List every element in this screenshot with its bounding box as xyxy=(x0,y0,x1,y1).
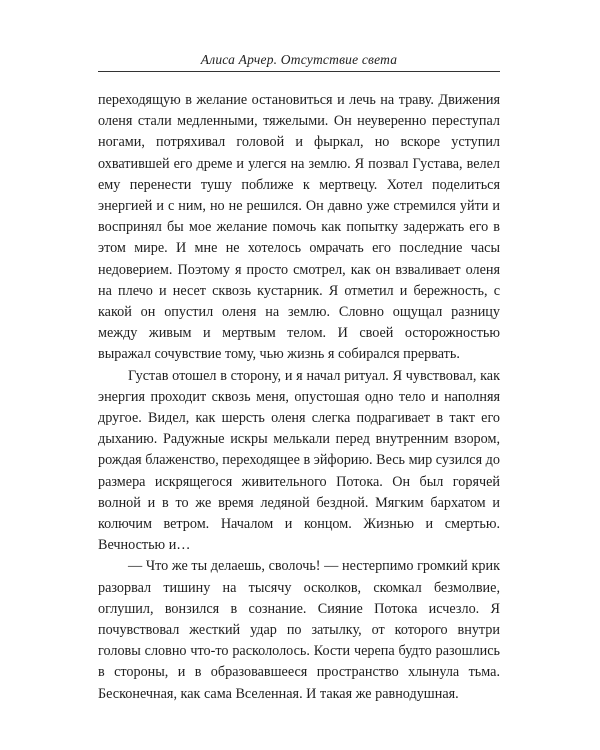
header-rule xyxy=(98,71,500,72)
paragraph-3: — Что же ты делаешь, сволочь! — нестерпимо громкий крик разорвал тишину на тысячу осколков, скомкал безмолвие, оглушил, вонзился в сознание. Сияние Потока исчезло. Я почувствовал жесткий удар по затылку, от которого внутри головы словно что-то раскололось. Кости черепа будто разошлись в стороны, и в образовавшееся пространство хлынула тьма. Бесконечная, как сама Вселенная. И такая же равнодушная. xyxy=(98,558,500,702)
paragraph-2: Густав отошел в сторону, и я начал ритуал. Я чувствовал, как энергия проходит сквозь меня, опустошая одно тело и наполняя другое. Видел, как шерсть оленя слегка подрагивает в такт его дыханию. Радужные искры мелькали перед внутренним взором, рождая блаженство, переходящее в эйфорию. Весь мир сузился до размера искрящегося живительного Потока. Он был горячей волной и в то же время ледяной бездной. Мягким бархатом и колючим ветром. Началом и концом. Жизнью и смертью. Вечностью и… xyxy=(98,367,500,554)
running-header: Алиса Арчер. Отсутствие света xyxy=(200,52,398,67)
body-text xyxy=(98,90,500,705)
paragraph-1: переходящую в желание остановиться и лечь на траву. Движения оленя стали медленными, тяжелыми. Он неуверенно переступал ногами, потряхивал головой и фыркал, но вскоре уступил охватившей его дреме и улегся на землю. Я позвал Густава, велел ему перенести тушу поближе к мертвецу. Хотел поделиться энергией и с ним, но не решился. Он давно уже стремился уйти и воспринял бы мое желание помочь как попытку задержать его в этом мире. И мне не хотелось омрачать его последние часы недоверием. Поэтому я просто смотрел, как он взваливает оленя на плечо и несет сквозь кустарник. Я отметил и бережность, с какой он опустил оленя на землю. Словно ощущал разницу между живым и мертвым телом. И своей осторожностью выражал сочувствие тому, чью жизнь я собирался прервать. xyxy=(98,92,500,363)
